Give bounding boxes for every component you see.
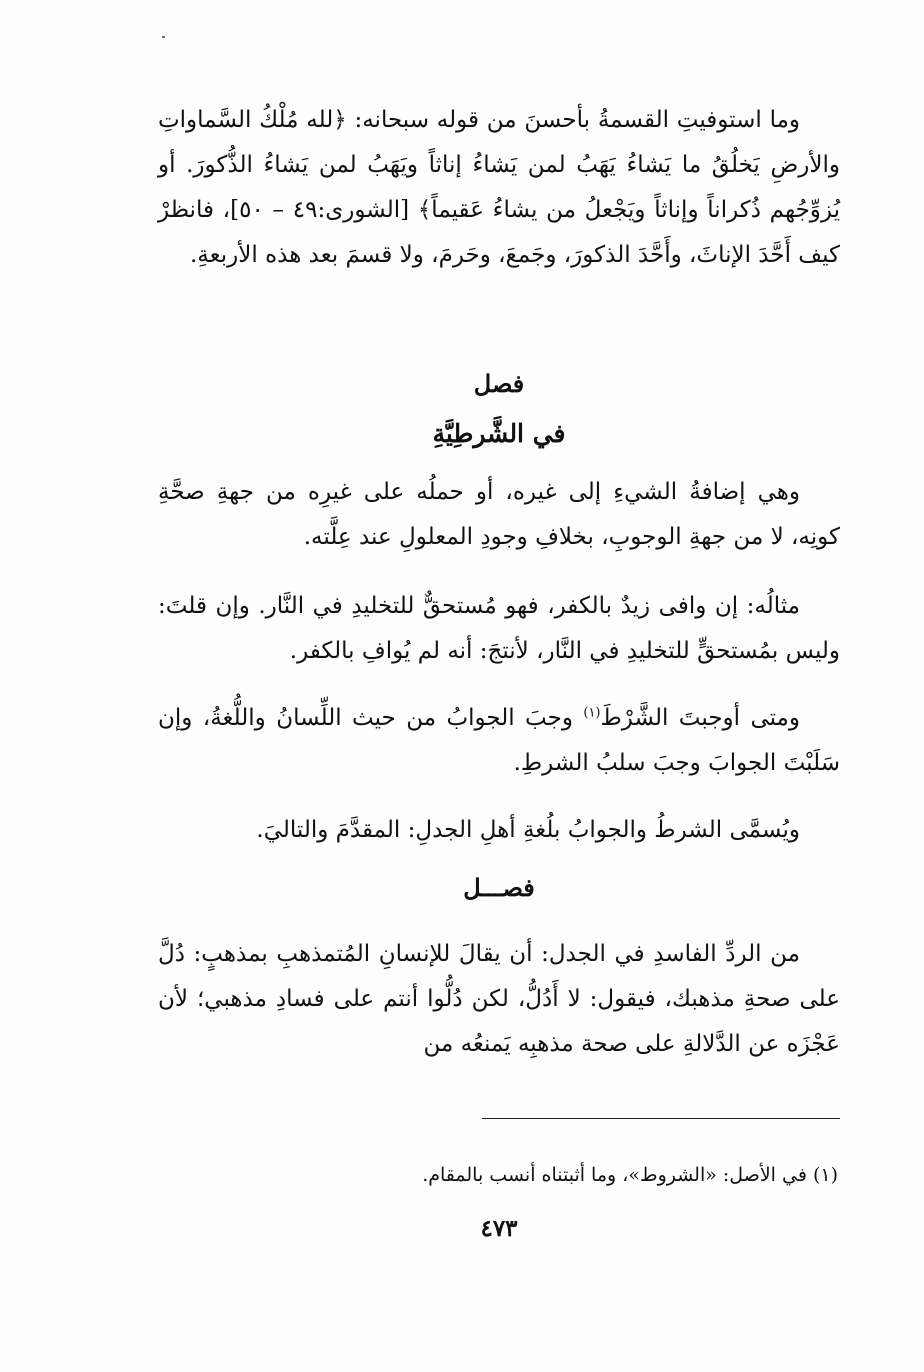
paragraph-intro-text: وما استوفيتِ القسمةُ بأحسنَ من قوله سبحانه: ﴿لله مُلْكُ السَّماواتِ والأرضِ يَخلُقُ ما يَشاءُ يَهَبُ لمن يَشاءُ إناثاً ويَهَبُ لمن يَشاءُ الذُّكورَ. أو يُزوِّجُهم ذُكراناً وإناثاً ويَجْعلُ من يشاءُ عَقيماً﴾ [الشورى:٤٩ – ٥٠]، فانظرْ كيف أَحَّدَ الإناثَ، وأَحَّدَ الذكورَ، وجَمعَ، وحَرمَ، ولا قسمَ بعد هذه الأربعةِ.: [158, 107, 841, 268]
paragraph-jadal: [158, 932, 840, 1067]
paragraph-condition: [158, 696, 840, 786]
paragraph-definition: [158, 470, 840, 560]
section-heading-fasl-second: فصـــل: [463, 873, 535, 902]
condition-text-end: وجبَ الجوابُ من حيث اللِّسانُ واللُّغةُ، وإن سَلَبْتَ الجوابَ وجبَ سلبُ الشرطِ.: [158, 705, 840, 776]
paragraph-naming-text: ويُسمَّى الشرطُ والجوابُ بلُغةِ أهلِ الجدلِ: المقدَّمَ والتاليَ.: [256, 817, 800, 843]
page-number: ٤٧٣: [480, 1215, 518, 1242]
page-speck: [162, 36, 165, 38]
paragraph-definition-text: وهي إضافةُ الشيءِ إلى غيره، أو حملُه على غيرِه من جهةِ صحَّةِ كونِه، لا من جهةِ الوجوبِ، بخلافِ وجودِ المعلولِ عند عِلَّته.: [158, 479, 840, 550]
footnote-marker[interactable]: (١): [583, 705, 601, 721]
paragraph-condition-text: [158, 696, 840, 786]
footnote-divider: [482, 1118, 840, 1119]
paragraph-naming: [158, 808, 840, 853]
paragraph-example-text: مثالُه: إن وافى زيدٌ بالكفر، فهو مُستحقٌّ للتخليدِ في النَّار. وإن قلتَ: وليس بمُستحقٍّ للتخليدِ في النَّار، لأنتجَ: أنه لم يُوافِ بالكفر.: [158, 593, 840, 664]
paragraph-jadal-text: من الردِّ الفاسدِ في الجدل: أن يقالَ للإنسانِ المُتمذهبِ بمذهبٍ: دُلَّ على صحةِ مذهبك، فيقول: لا أَدُلُّ، لكن دُلُّوا أنتم على فسادِ مذهبي؛ لأن عَجْزَه عن الدَّلالةِ على صحة مذهبِه يَمنعُه من: [158, 941, 840, 1057]
condition-text-start: ومتى أوجبتَ الشَّرْطَ: [600, 705, 800, 731]
footnote: (١) في الأصل: «الشروط»، وما أثبتناه أنسب بالمقام.: [422, 1164, 838, 1186]
paragraph-intro: [158, 98, 840, 278]
paragraph-example: [158, 584, 840, 674]
section-subheading-shartiyya: في الشَّرطِيَّةِ: [432, 419, 566, 448]
section-heading-fasl: فصل: [473, 369, 525, 398]
